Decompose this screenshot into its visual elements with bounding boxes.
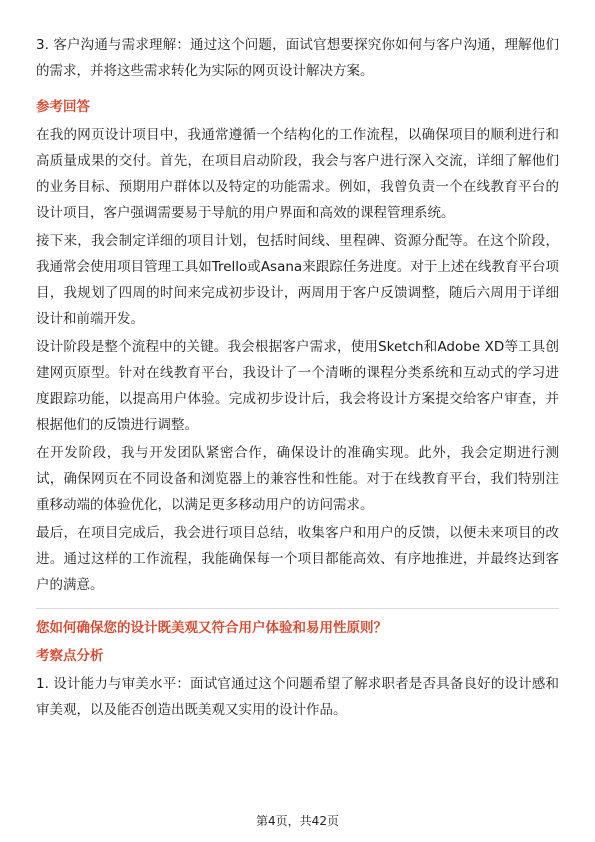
answer-paragraph: 最后，在项目完成后，我会进行项目总结，收集客户和用户的反馈，以便未来项目的改进。通过这样的工作流程，我能确保每一个项目都能高效、有序地推进，并最终达到客户的满意。	[36, 525, 559, 593]
answer-paragraph: 在开发阶段，我与开发团队紧密合作，确保设计的准确实现。此外，我会定期进行测试，确保网页在不同设备和浏览器上的兼容性和性能。对于在线教育平台，我们特别注重移动端的体验优化，以满足更多移动用户的访问需求。	[36, 445, 559, 513]
reference-answer-heading: 参考回答	[36, 99, 90, 115]
answer-paragraph: 设计阶段是整个流程中的关键。我会根据客户需求，使用Sketch和Adobe XD等工具创建网页原型。针对在线教育平台，我设计了一个清晰的课程分类系统和互动式的学习进度跟踪功能，以提高用户体验。完成初步设计后，我会将设计方案提交给客户审查，并根据他们的反馈进行调整。	[36, 339, 559, 433]
answer-paragraph: 在我的网页设计项目中，我通常遵循一个结构化的工作流程，以确保项目的顺利进行和高质量成果的交付。首先，在项目启动阶段，我会与客户进行深入交流，详细了解他们的业务目标、预期用户群体以及特定的功能需求。例如，我曾负责一个在线教育平台的设计项目，客户强调需要易于导航的用户界面和高效的课程管理系统。	[36, 127, 559, 221]
analysis-point-1: 1. 设计能力与审美水平：面试官通过这个问题希望了解求职者是否具备良好的设计感和审美观，以及能否创造出既美观又实用的设计作品。	[36, 676, 559, 718]
analysis-heading: 考察点分析	[36, 648, 104, 664]
section-divider	[36, 608, 559, 609]
answer-paragraph: 接下来，我会制定详细的项目计划，包括时间线、里程碑、资源分配等。在这个阶段，我通常会使用项目管理工具如Trello或Asana来跟踪任务进度。对于上述在线教育平台项目，我规划了四周的时间来完成初步设计，两周用于客户反馈调整，随后六周用于详细设计和前端开发。	[36, 233, 559, 327]
document-page	[36, 32, 559, 725]
interview-question: 您如何确保您的设计既美观又符合用户体验和易用性原则？	[36, 620, 387, 636]
criteria-point-3: 3. 客户沟通与需求理解：通过这个问题，面试官想要探究你如何与客户沟通，理解他们的需求，并将这些需求转化为实际的网页设计解决方案。	[36, 37, 559, 79]
page-number-footer: 第4页，共42页	[256, 814, 339, 828]
